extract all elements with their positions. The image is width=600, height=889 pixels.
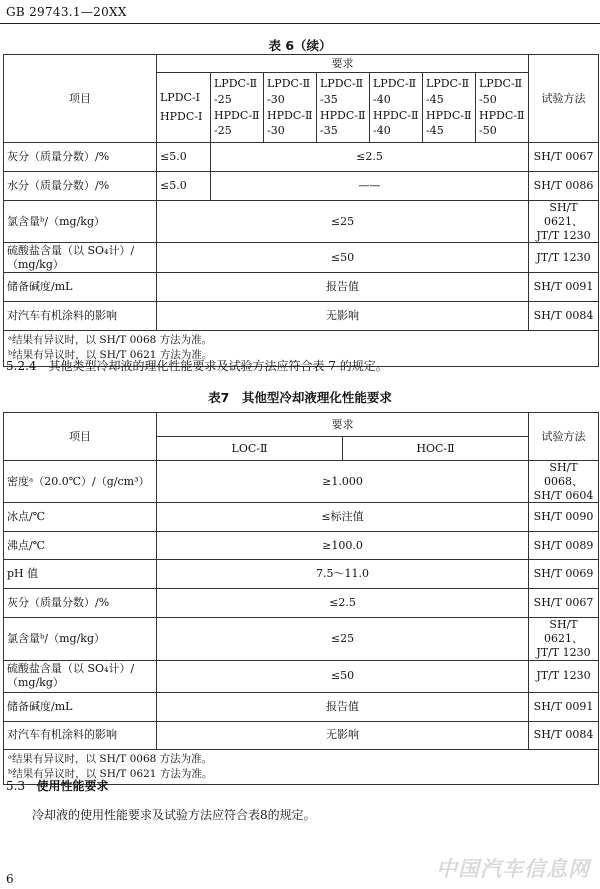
header-rule [0, 23, 600, 24]
row-item: 氯含量ᵇ/（mg/kg） [4, 618, 157, 660]
table7-caption: 表7 其他型冷却液理化性能要求 [208, 390, 392, 405]
row-value-grade1: ≤5.0 [157, 172, 211, 201]
row-method: JT/T 1230 [529, 660, 599, 692]
table7-header-requirement: 要求 [157, 413, 529, 437]
table6-grade-2: LPDC-Ⅱ -25 HPDC-Ⅱ -25 [211, 73, 264, 143]
row-value-grade2: ≤2.5 [211, 143, 529, 172]
table6 [3, 54, 599, 367]
table6-grade-3: LPDC-Ⅱ -30 HPDC-Ⅱ -30 [264, 73, 317, 143]
row-item: 氯含量ᵇ/（mg/kg） [4, 201, 157, 243]
table-row [4, 243, 599, 273]
row-value: ≥1.000 [157, 461, 529, 503]
row-item: 储备碱度/mL [4, 273, 157, 302]
table6-grade-7: LPDC-Ⅱ -50 HPDC-Ⅱ -50 [476, 73, 529, 143]
section-number: 5.3 [6, 779, 26, 793]
row-method: SH/T 0091 [529, 692, 599, 721]
row-value: 报告值 [157, 273, 529, 302]
table6-header-method: 试验方法 [529, 55, 599, 143]
table-row [4, 660, 599, 692]
table7-header-item: 项目 [4, 413, 157, 461]
row-value: 无影响 [157, 721, 529, 749]
table-row [4, 143, 599, 172]
footnote-b: ᵇ结果有异议时，以 SH/T 0621 方法为准。 [8, 767, 213, 780]
table-row [4, 302, 599, 331]
table-row [4, 201, 599, 243]
row-method: SH/T 0067 [529, 589, 599, 618]
table6-grade-6: LPDC-Ⅱ -45 HPDC-Ⅱ -45 [423, 73, 476, 143]
row-value: ≤50 [157, 243, 529, 273]
row-value: ≤25 [157, 618, 529, 660]
row-method: SH/T 0084 [529, 302, 599, 331]
table-row [4, 532, 599, 560]
row-value: ≤50 [157, 660, 529, 692]
table-row [4, 172, 599, 201]
row-item: 水分（质量分数）/% [4, 172, 157, 201]
table-row [4, 721, 599, 749]
table6-header-requirement: 要求 [157, 55, 529, 73]
row-value: ≤标注值 [157, 503, 529, 532]
row-item: 灰分（质量分数）/% [4, 143, 157, 172]
row-item: 灰分（质量分数）/% [4, 589, 157, 618]
table6-grade-5: LPDC-Ⅱ -40 HPDC-Ⅱ -40 [370, 73, 423, 143]
row-item: 硫酸盐含量（以 SO₄计）/ （mg/kg） [4, 660, 157, 692]
page-number: 6 [6, 872, 14, 886]
watermark: 中国汽车信息网 [436, 857, 590, 881]
row-value: ≤2.5 [157, 589, 529, 618]
table-row [4, 503, 599, 532]
section-title: 使用性能要求 [36, 779, 109, 793]
row-item: 密度ᵃ（20.0℃）/（g/cm³） [4, 461, 157, 503]
paragraph-5-3: 冷却液的使用性能要求及试验方法应符合表8的规定。 [32, 808, 316, 822]
row-item: 硫酸盐含量（以 SO₄计）/ （mg/kg） [4, 243, 157, 273]
table-row [4, 589, 599, 618]
footnote-b: ᵇ结果有异议时，以 SH/T 0621 方法为准。 [8, 349, 213, 362]
table6-header-item: 项目 [4, 55, 157, 143]
row-value: 报告值 [157, 692, 529, 721]
table-row [4, 618, 599, 660]
table6-caption: 表 6（续） [268, 38, 332, 53]
row-method: SH/T 0090 [529, 503, 599, 532]
row-value: ≥100.0 [157, 532, 529, 560]
row-method: SH/T 0069 [529, 560, 599, 589]
table-row [4, 273, 599, 302]
row-value: ≤25 [157, 201, 529, 243]
row-value-grade2: —— [211, 172, 529, 201]
row-item: 沸点/℃ [4, 532, 157, 560]
row-method: SH/T 0621、 JT/T 1230 [529, 618, 599, 660]
row-method: SH/T 0086 [529, 172, 599, 201]
row-item: 对汽车有机涂料的影响 [4, 721, 157, 749]
row-item: pH 值 [4, 560, 157, 589]
footnote-a: ᵃ结果有异议时，以 SH/T 0068 方法为准。 [8, 752, 213, 765]
section-5-3-heading [6, 777, 109, 794]
table6-grade-4: LPDC-Ⅱ -35 HPDC-Ⅱ -35 [317, 73, 370, 143]
table-row [4, 560, 599, 589]
standard-code: GB 29743.1—20XX [6, 5, 127, 19]
table7 [3, 412, 599, 785]
table-row [4, 692, 599, 721]
row-method: SH/T 0091 [529, 273, 599, 302]
row-method: SH/T 0084 [529, 721, 599, 749]
row-value: 7.5～11.0 [157, 560, 529, 589]
row-item: 储备碱度/mL [4, 692, 157, 721]
row-method: SH/T 0089 [529, 532, 599, 560]
row-item: 冰点/℃ [4, 503, 157, 532]
table7-grade-loc: LOC-Ⅱ [157, 437, 343, 461]
table7-grade-hoc: HOC-Ⅱ [343, 437, 529, 461]
row-value: 无影响 [157, 302, 529, 331]
row-item: 对汽车有机涂料的影响 [4, 302, 157, 331]
row-method: SH/T 0621、 JT/T 1230 [529, 201, 599, 243]
row-method: SH/T 0068、 SH/T 0604 [529, 461, 599, 503]
table-row [4, 461, 599, 503]
row-method: SH/T 0067 [529, 143, 599, 172]
row-value-grade1: ≤5.0 [157, 143, 211, 172]
paragraph-5-2-4: 5.2.4 其他类型冷却液的理化性能要求及试验方法应符合表 7 的规定。 [6, 359, 388, 373]
footnote-a: ᵃ结果有异议时，以 SH/T 0068 方法为准。 [8, 334, 213, 347]
row-method: JT/T 1230 [529, 243, 599, 273]
table6-grade-1: LPDC-Ⅰ HPDC-Ⅰ [157, 73, 211, 143]
table7-header-method: 试验方法 [529, 413, 599, 461]
